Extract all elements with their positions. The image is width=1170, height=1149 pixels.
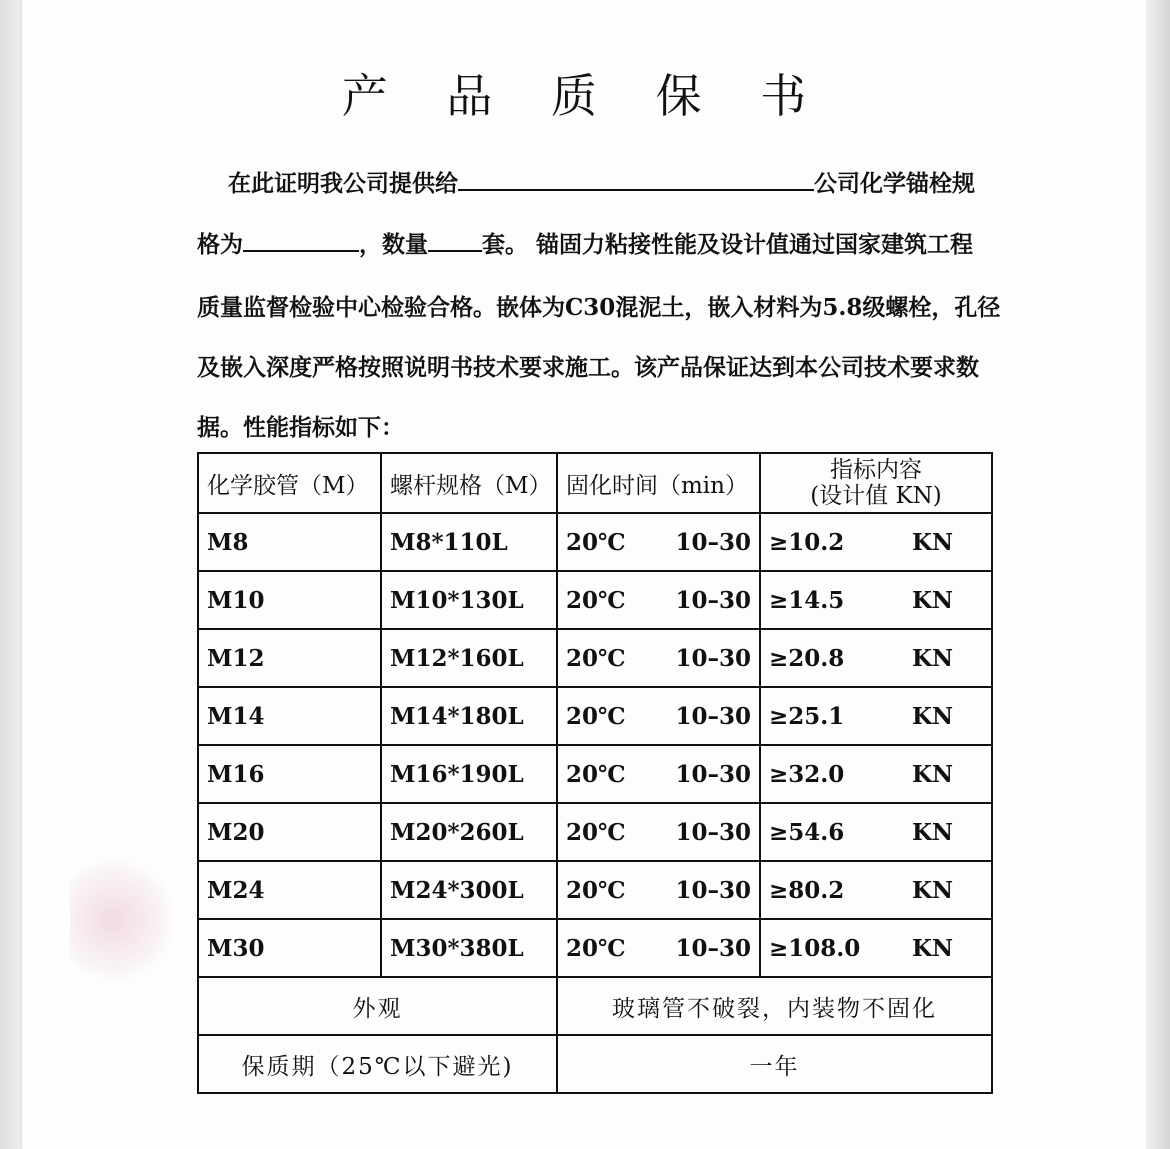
shelf-life-row xyxy=(198,1035,992,1093)
appearance-value: 玻璃管不破裂，内装物不固化 xyxy=(557,977,992,1035)
paragraph-line-4: 及嵌入深度严格按照说明书技术要求施工。该产品保证达到本公司技术要求数 xyxy=(197,354,979,381)
cell-time: 10–30 xyxy=(675,528,751,556)
cell-tube: M24 xyxy=(198,861,381,919)
table-row xyxy=(198,687,992,745)
cell-temp: 20℃ xyxy=(566,702,626,730)
cell-tube: M10 xyxy=(198,571,381,629)
page-edge-left xyxy=(0,0,22,1149)
paragraph-line-5: 据。性能指标如下： xyxy=(197,414,404,441)
cell-time: 10–30 xyxy=(675,934,751,962)
cell-tube: M8 xyxy=(198,513,381,571)
cell-tube: M30 xyxy=(198,919,381,977)
cell-cure xyxy=(557,687,760,745)
cell-spec: M10*130L xyxy=(381,571,557,629)
cell-temp: 20℃ xyxy=(566,760,626,788)
cell-value-unit: KN xyxy=(911,818,953,846)
line2-b: ，数量 xyxy=(359,231,428,258)
cell-spec: M20*260L xyxy=(381,803,557,861)
line1-end: 公司化学锚栓规 xyxy=(814,170,975,197)
cell-value-number: ≥25.1 xyxy=(769,702,845,730)
cell-cure xyxy=(557,629,760,687)
spec-blank xyxy=(243,230,359,252)
appearance-row xyxy=(198,977,992,1035)
cell-cure xyxy=(557,919,760,977)
header-spec: 螺杆规格（M） xyxy=(381,453,557,513)
cell-cure xyxy=(557,861,760,919)
cell-value-number: ≥10.2 xyxy=(769,528,845,556)
cell-temp: 20℃ xyxy=(566,876,626,904)
table-row xyxy=(198,803,992,861)
cell-value xyxy=(760,629,992,687)
cell-tube: M16 xyxy=(198,745,381,803)
cell-value-number: ≥20.8 xyxy=(769,644,845,672)
paragraph-line-2 xyxy=(197,226,997,259)
cell-value-number: ≥32.0 xyxy=(769,760,845,788)
cell-value xyxy=(760,919,992,977)
cell-cure xyxy=(557,513,760,571)
table-row xyxy=(198,745,992,803)
cell-tube: M14 xyxy=(198,687,381,745)
cell-value-unit: KN xyxy=(911,934,953,962)
cell-temp: 20℃ xyxy=(566,818,626,846)
spec-table xyxy=(197,452,993,1094)
cell-value-unit: KN xyxy=(911,760,953,788)
cell-value xyxy=(760,803,992,861)
line2-a: 格为 xyxy=(197,231,243,258)
paragraph-line-1 xyxy=(228,165,1028,198)
table-row xyxy=(198,629,992,687)
document-title: 产 品 质 保 书 xyxy=(341,69,829,123)
cell-tube: M20 xyxy=(198,803,381,861)
ink-stain xyxy=(70,860,180,980)
cell-value-unit: KN xyxy=(911,644,953,672)
cell-temp: 20℃ xyxy=(566,586,626,614)
cell-value xyxy=(760,687,992,745)
cell-spec: M12*160L xyxy=(381,629,557,687)
cell-value xyxy=(760,513,992,571)
cell-time: 10–30 xyxy=(675,644,751,672)
cell-cure xyxy=(557,745,760,803)
cell-value xyxy=(760,745,992,803)
cell-temp: 20℃ xyxy=(566,528,626,556)
paragraph-line-3: 质量监督检验中心检验合格。嵌体为C30混泥土，嵌入材料为5.8级螺栓，孔径 xyxy=(197,294,1001,321)
cell-value-number: ≥14.5 xyxy=(769,586,845,614)
cell-spec: M30*380L xyxy=(381,919,557,977)
table-row xyxy=(198,919,992,977)
cell-tube: M12 xyxy=(198,629,381,687)
cell-time: 10–30 xyxy=(675,760,751,788)
table-row xyxy=(198,571,992,629)
cell-cure xyxy=(557,803,760,861)
cell-temp: 20℃ xyxy=(566,934,626,962)
cell-time: 10–30 xyxy=(675,876,751,904)
cell-value-unit: KN xyxy=(911,586,953,614)
cell-cure xyxy=(557,571,760,629)
cell-value xyxy=(760,571,992,629)
cell-time: 10–30 xyxy=(675,586,751,614)
cell-spec: M16*190L xyxy=(381,745,557,803)
cell-time: 10–30 xyxy=(675,702,751,730)
cell-value xyxy=(760,861,992,919)
header-tube: 化学胶管（M） xyxy=(198,453,381,513)
header-index-line1: 指标内容 xyxy=(830,457,922,483)
cell-value-unit: KN xyxy=(911,528,953,556)
table-row xyxy=(198,513,992,571)
cell-value-number: ≥54.6 xyxy=(769,818,845,846)
cell-value-unit: KN xyxy=(911,702,953,730)
customer-blank xyxy=(458,169,814,191)
table-row xyxy=(198,861,992,919)
cell-spec: M14*180L xyxy=(381,687,557,745)
cell-value-number: ≥80.2 xyxy=(769,876,845,904)
table-header-row xyxy=(198,453,992,513)
cell-value-unit: KN xyxy=(911,876,953,904)
cell-value-number: ≥108.0 xyxy=(769,934,861,962)
cell-spec: M8*110L xyxy=(381,513,557,571)
shelf-life-value: 一年 xyxy=(557,1035,992,1093)
header-cure-time: 固化时间（min） xyxy=(557,453,760,513)
quantity-blank xyxy=(428,230,482,252)
cell-temp: 20℃ xyxy=(566,644,626,672)
header-index-line2: (设计值 KN) xyxy=(810,483,942,509)
cell-spec: M24*300L xyxy=(381,861,557,919)
page-edge-right xyxy=(1146,0,1170,1149)
appearance-label: 外观 xyxy=(198,977,557,1035)
cell-time: 10–30 xyxy=(675,818,751,846)
line1-start: 在此证明我公司提供给 xyxy=(228,170,458,197)
line2-c: 套。 锚固力粘接性能及设计值通过国家建筑工程 xyxy=(482,231,974,258)
header-index xyxy=(760,453,992,513)
shelf-life-label: 保质期（25℃以下避光) xyxy=(198,1035,557,1093)
